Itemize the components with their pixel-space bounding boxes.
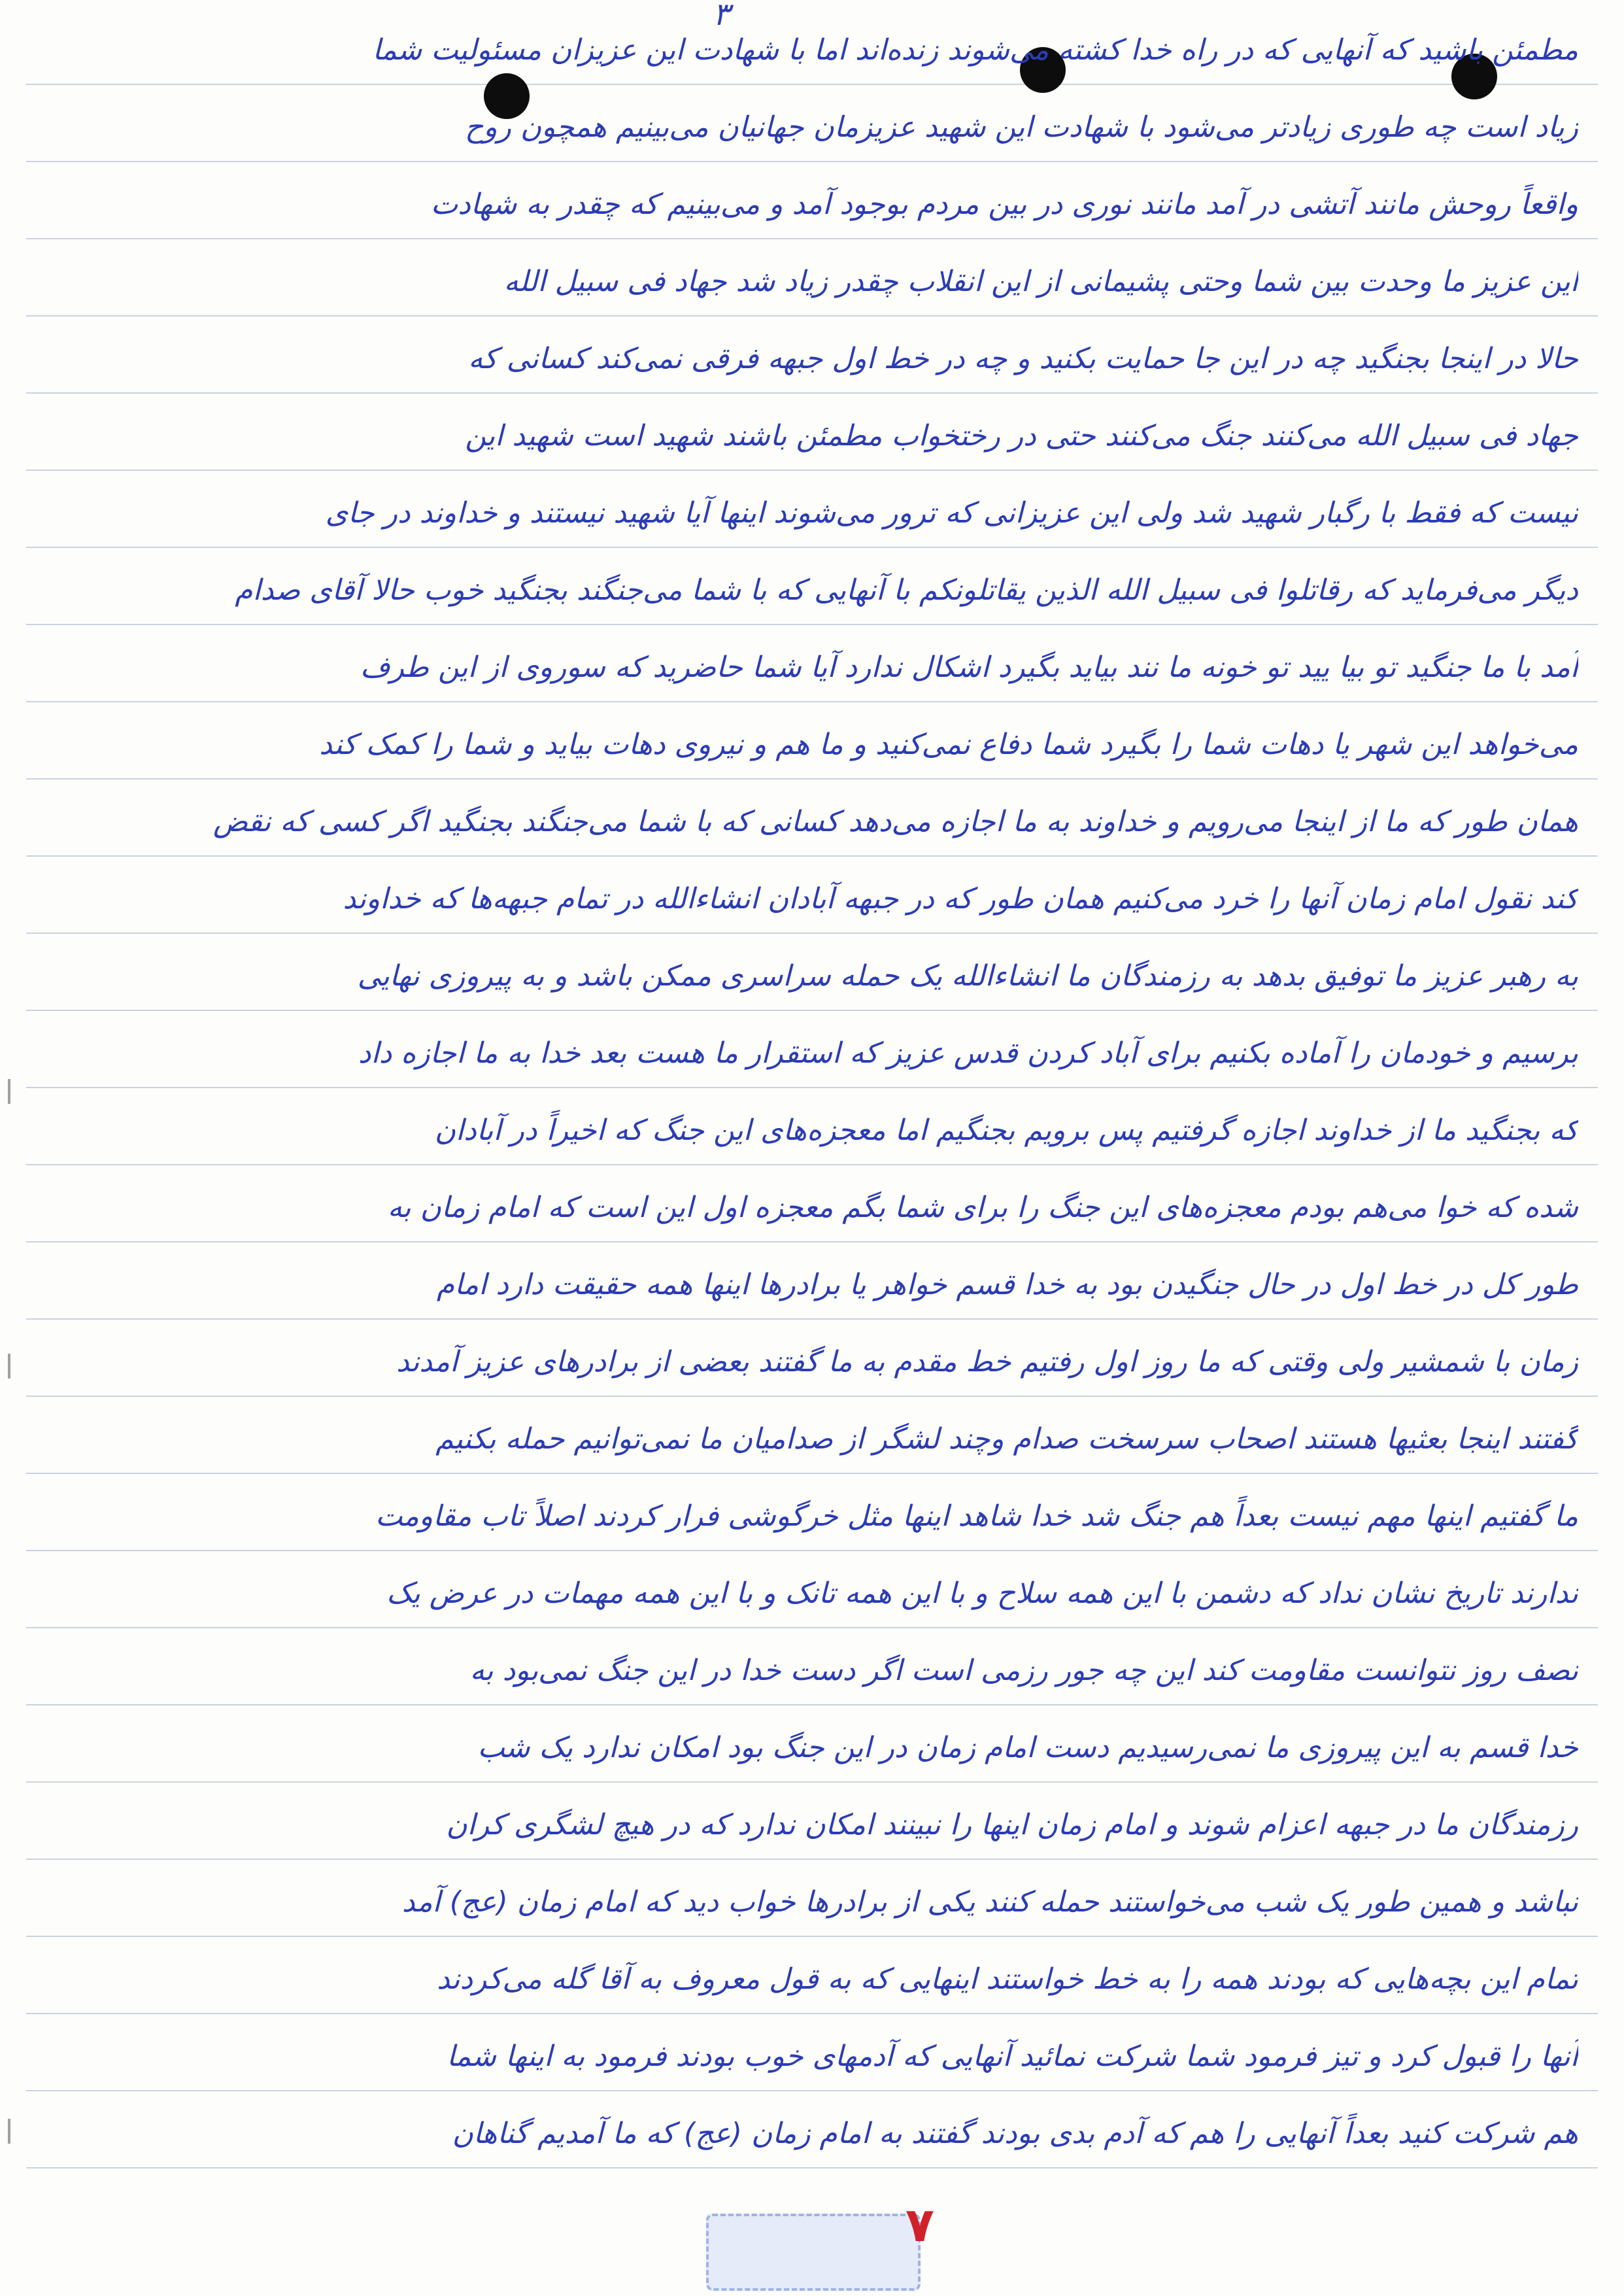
page-top-mark: ۳	[713, 0, 730, 33]
text-line: آمد با ما جنگید تو بیا یید تو خونه ما نند بیاید بگیرد اشکال ندارد آیا شما حاضرید که سوروی از این طرف	[360, 651, 1578, 684]
faded-stamp	[706, 2214, 921, 2291]
text-line: طور کل در خط اول در حال جنگیدن بود به خدا قسم خواهر یا برادرها اینها همه حقیقت دارد امام	[436, 1268, 1578, 1301]
text-line: ندارند تاریخ نشان نداد که دشمن با این همه سلاح و با این همه تانک و با این همه مهمات در عرض یک	[386, 1577, 1578, 1610]
text-line: هم شرکت کنید بعداً آنهایی را هم که آدم بدی بودند گفتند به امام زمان (عج) که ما آمدیم گناهان	[452, 2117, 1578, 2150]
margin-mark	[8, 2119, 10, 2144]
text-line: که بجنگید ما از خداوند اجازه گرفتیم پس برویم بجنگیم اما معجزه‌های این جنگ که اخیراً در آبادان	[434, 1114, 1578, 1147]
text-line: نباشد و همین طور یک شب می‌خواستند حمله کنند یکی از برادرها خواب دید که امام زمان (عج) آمد	[401, 1885, 1578, 1919]
text-line: ما گفتیم اینها مهم نیست بعداً هم جنگ شد خدا شاهد اینها مثل خرگوشی فرار کردند اصلاً تاب مقاومت	[375, 1499, 1578, 1533]
text-line: واقعاً روحش مانند آتشی در آمد مانند نوری در بین مردم بوجود آمد و می‌بینیم که چقدر به شهادت	[430, 188, 1578, 221]
text-line: جهاد فی سبیل الله می‌کنند جنگ می‌کنند حتی در رختخواب مطمئن باشند شهید است شهید این	[465, 419, 1578, 453]
text-line: گفتند اینجا بعثیها هستند اصحاب سرسخت صدام وچند لشگر از صدامیان ما نمی‌توانیم حمله بکنیم	[435, 1422, 1578, 1456]
text-line: به رهبر عزیز ما توفیق بدهد به رزمندگان ما انشاءالله یک حمله سراسری ممکن باشد و به پیروزی نهایی	[357, 959, 1578, 993]
text-line: زمان با شمشیر ولی وقتی که ما روز اول رفتیم خط مقدم به ما گفتند بعضی از برادرهای عزیز آمدند	[396, 1345, 1578, 1379]
text-line: نیست که فقط با رگبار شهید شد ولی این عزیزانی که ترور می‌شوند اینها آیا شهید نیستند و خداوند در جای	[325, 496, 1578, 530]
text-line: این عزیز ما وحدت بین شما وحتی پشیمانی از این انقلاب چقدر زیاد شد جهاد فی سبیل الله	[503, 265, 1578, 298]
text-line: می‌خواهد این شهر یا دهات شما را بگیرد شما دفاع نمی‌کنید و ما هم و نیروی دهات بیاید و شما را کمک کند	[319, 728, 1578, 761]
text-line: مطمئن باشید که آنهایی که در راه خدا کشته می‌شوند زنده‌اند اما با شهادت این عزیزان مسئولیت شما	[372, 33, 1578, 67]
text-line: برسیم و خودمان را آماده بکنیم برای آباد کردن قدس عزیز که استقرار ما هست بعد خدا به ما اجازه داد	[358, 1037, 1578, 1070]
text-line: حالا در اینجا بجنگید چه در این جا حمایت بکنید و چه در خط اول جبهه فرقی نمی‌کند کسانی که	[468, 342, 1578, 375]
text-line: کند نقول امام زمان آنها را خرد می‌کنیم همان طور که در جبهه آبادان انشاءالله در تمام جبهه‌ها که خداوند	[343, 882, 1578, 916]
text-line: تمام این بچه‌هایی که بودند همه را به خط خواستند اینهایی که به قول معروف به آقا گله می‌کردند	[437, 1962, 1578, 1996]
text-line: رزمندگان ما در جبهه اعزام شوند و امام زمان اینها را نبینند امکان ندارد که در هیچ لشگری کران	[446, 1808, 1578, 1842]
text-line: آنها را قبول کرد و تیز فرمود شما شرکت نمائید آنهایی که آدمهای خوب بودند فرمود به اینها شما	[447, 2040, 1578, 2073]
margin-mark	[8, 1079, 10, 1104]
text-line: خدا قسم به این پیروزی ما نمی‌رسیدیم دست امام زمان در این جنگ بود امکان ندارد یک شب	[477, 1731, 1578, 1764]
text-line: شده که خوا می‌هم بودم معجزه‌های این جنگ را برای شما بگم معجزه اول این است که امام زمان به	[387, 1191, 1578, 1224]
text-line: نصف روز نتوانست مقاومت کند این چه جور رزمی است اگر دست خدا در این جنگ نمی‌بود به	[469, 1654, 1578, 1687]
page-number: ۷	[905, 2197, 934, 2252]
handwritten-text	[59, 12, 1578, 2172]
margin-mark	[8, 1354, 10, 1379]
text-line: دیگر می‌فرماید که رقاتلوا فی سبیل الله الذین یقاتلونکم با آنهایی که با شما می‌جنگند بجنگید خوب حالا آقای صدام	[235, 574, 1578, 607]
text-line: زیاد است چه طوری زیادتر می‌شود با شهادت این شهید عزیزمان جهانیان می‌بینیم همچون روح	[464, 111, 1578, 144]
text-line: همان طور که ما از اینجا می‌رویم و خداوند به ما اجازه می‌دهد کسانی که با شما می‌جنگند بجنگید اگر کسی که نقض	[213, 805, 1578, 838]
